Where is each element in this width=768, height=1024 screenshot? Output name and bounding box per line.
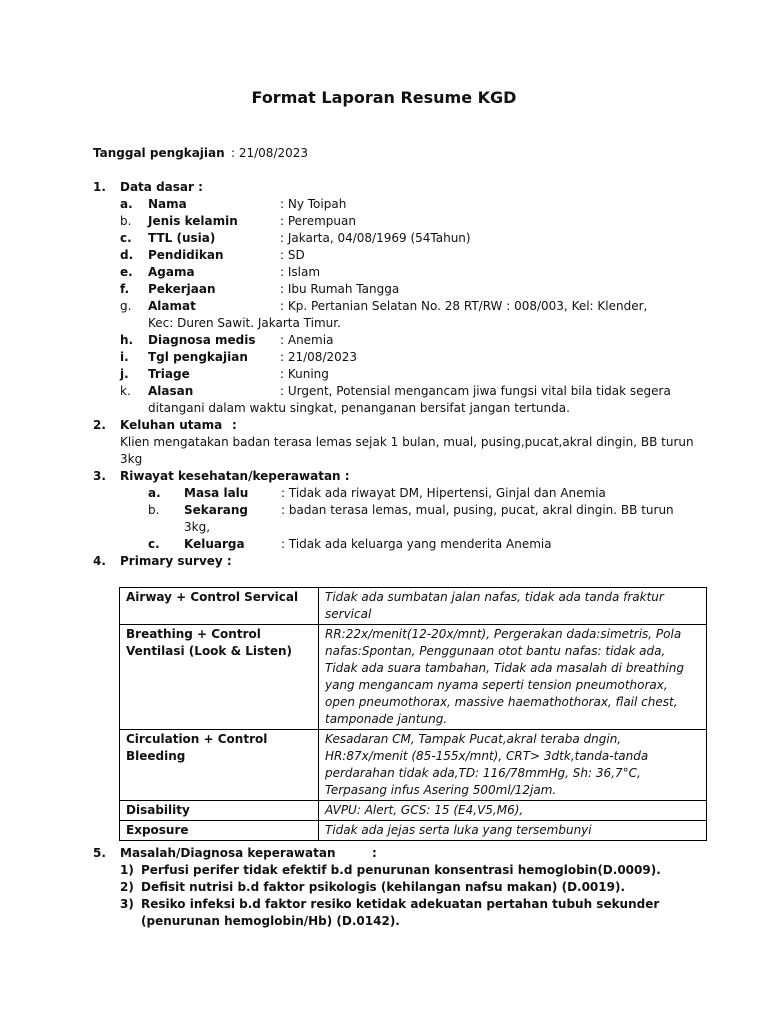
section-1-heading: Data dasar :: [120, 180, 203, 194]
item-value: : Ibu Rumah Tangga: [280, 282, 400, 296]
item-value: : Ny Toipah: [280, 197, 347, 211]
primary-survey-table: [119, 587, 707, 841]
item-label: Alasan: [148, 384, 194, 398]
survey-value: AVPU: Alert, GCS: 15 (E4,V5,M6),: [319, 801, 707, 821]
section-5-heading: Masalah/Diagnosa keperawatan: [120, 846, 336, 860]
list-item: Resiko infeksi b.d faktor resiko ketidak adekuatan pertahan tubuh sekunder: [141, 897, 660, 911]
table-row: [120, 801, 707, 821]
document-title: Format Laporan Resume KGD: [251, 88, 517, 107]
item-value-continuation: ditangani dalam waktu singkat, penanganan bersifat jangan tertunda.: [148, 401, 570, 415]
item-label: Triage: [148, 367, 190, 381]
item-label: Alamat: [148, 299, 196, 313]
table-row: [120, 730, 707, 801]
item-value: : Islam: [280, 265, 321, 279]
item-marker: f.: [120, 282, 130, 296]
item-label: Pendidikan: [148, 248, 224, 262]
item-marker: d.: [120, 248, 134, 262]
survey-key: Breathing + Control Ventilasi (Look & Listen): [120, 625, 319, 730]
item-value: : Jakarta, 04/08/1969 (54Tahun): [280, 231, 471, 245]
item-marker: i.: [120, 350, 129, 364]
list-item: Defisit nutrisi b.d faktor psikologis (kehilangan nafsu makan) (D.0019).: [141, 880, 626, 894]
item-value: : Anemia: [280, 333, 334, 347]
item-label: Masa lalu: [184, 486, 249, 500]
survey-value: Tidak ada jejas serta luka yang tersembunyi: [319, 821, 707, 841]
item-value: : Kuning: [280, 367, 329, 381]
tanggal-value: : 21/08/2023: [231, 146, 309, 160]
item-marker: e.: [120, 265, 133, 279]
item-label: Agama: [148, 265, 195, 279]
table-row: [120, 625, 707, 730]
item-marker: c.: [148, 537, 160, 551]
item-value: : Tidak ada riwayat DM, Hipertensi, Ginjal dan Anemia: [281, 486, 606, 500]
item-marker: b.: [148, 503, 160, 517]
survey-key: Disability: [120, 801, 319, 821]
list-marker: 1): [120, 863, 134, 877]
item-value: : Urgent, Potensial mengancam jiwa fungsi vital bila tidak segera: [280, 384, 671, 398]
item-label: TTL (usia): [148, 231, 216, 245]
item-label: Tgl pengkajian: [148, 350, 248, 364]
item-marker: a.: [148, 486, 161, 500]
item-label: Jenis kelamin: [148, 214, 238, 228]
list-marker: 2): [120, 880, 134, 894]
survey-key: Exposure: [120, 821, 319, 841]
survey-value: Tidak ada sumbatan jalan nafas, tidak ada tanda fraktur servical: [319, 588, 707, 625]
survey-key: Circulation + Control Bleeding: [120, 730, 319, 801]
list-item: Perfusi perifer tidak efektif b.d penurunan konsentrasi hemoglobin(D.0009).: [141, 863, 661, 877]
item-value: : Perempuan: [280, 214, 356, 228]
tanggal-label: Tanggal pengkajian: [93, 146, 225, 160]
item-value: : Kp. Pertanian Selatan No. 28 RT/RW : 008/003, Kel: Klender,: [280, 299, 648, 313]
table-row: [120, 821, 707, 841]
item-marker: b.: [120, 214, 132, 228]
item-marker: g.: [120, 299, 132, 313]
item-marker: j.: [120, 367, 129, 381]
item-label: Nama: [148, 197, 187, 211]
keluhan-text: Klien mengatakan badan terasa lemas sejak 1 bulan, mual, pusing,pucat,akral dingin, BB turun: [120, 435, 694, 449]
section-3-heading: Riwayat kesehatan/keperawatan :: [120, 469, 350, 483]
item-label: Pekerjaan: [148, 282, 216, 296]
list-marker: 3): [120, 897, 134, 911]
item-label: Sekarang: [184, 503, 249, 517]
list-item-continuation: (penurunan hemoglobin/Hb) (D.0142).: [141, 914, 400, 928]
item-label: Keluarga: [184, 537, 245, 551]
survey-value: Kesadaran CM, Tampak Pucat,akral teraba dngin, HR:87x/menit (85-155x/mnt), CRT> 3dtk,tanda-tanda perdarahan tidak ada,TD: 116/78mmHg, Sh: 36,7°C, Terpasang infus Asering 500ml/12jam.: [319, 730, 707, 801]
item-value-continuation: 3kg,: [184, 520, 211, 534]
survey-key: Airway + Control Servical: [120, 588, 319, 625]
item-value: : 21/08/2023: [280, 350, 358, 364]
section-3-number: 3.: [93, 469, 106, 483]
section-1-number: 1.: [93, 180, 106, 194]
section-2-number: 2.: [93, 418, 106, 432]
item-marker: k.: [120, 384, 131, 398]
section-4-heading: Primary survey :: [120, 554, 232, 568]
survey-value: RR:22x/menit(12-20x/mnt), Pergerakan dada:simetris, Pola nafas:Spontan, Penggunaan otot bantu nafas: tidak ada, Tidak ada suara tambahan, Tidak ada masalah di breathing yang mengancam nyama seperti tension pneumothorax, open pneumothorax, massive haemathothorax, flail chest, tamponade jantung.: [319, 625, 707, 730]
item-value: : badan terasa lemas, mual, pusing, pucat, akral dingin. BB turun: [281, 503, 674, 517]
section-4-number: 4.: [93, 554, 106, 568]
item-label: Diagnosa medis: [148, 333, 256, 347]
section-5-colon: :: [372, 846, 377, 860]
item-marker: c.: [120, 231, 132, 245]
item-value-continuation: Kec: Duren Sawit. Jakarta Timur.: [148, 316, 341, 330]
section-5-number: 5.: [93, 846, 106, 860]
keluhan-text-continuation: 3kg: [120, 452, 143, 466]
item-marker: a.: [120, 197, 133, 211]
section-2-colon: :: [232, 418, 237, 432]
table-row: [120, 588, 707, 625]
item-value: : Tidak ada keluarga yang menderita Anemia: [281, 537, 552, 551]
item-marker: h.: [120, 333, 134, 347]
section-2-heading: Keluhan utama: [120, 418, 223, 432]
item-value: : SD: [280, 248, 305, 262]
